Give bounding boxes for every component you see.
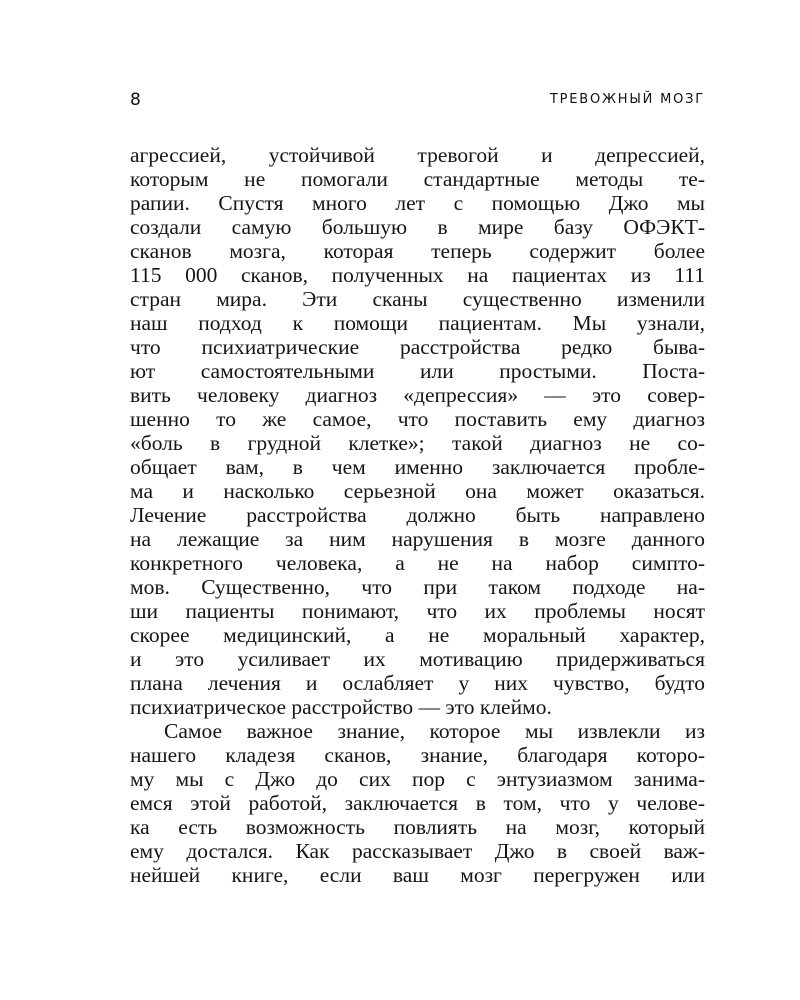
text-line: ма и насколько серьезной она может оказаться.	[130, 479, 705, 503]
text-line: общает вам, в чем именно заключается пробле-	[130, 455, 705, 479]
text-line: емся этой работой, заключается в том, что у челове-	[130, 791, 705, 815]
text-line: шенно то же самое, что поставить ему диагноз	[130, 407, 705, 431]
text-line: скорее медицинский, а не моральный характер,	[130, 623, 705, 647]
text-line: 115 000 сканов, полученных на пациентах из 111	[130, 263, 705, 287]
text-line: ют самостоятельными или простыми. Поста-	[130, 359, 705, 383]
text-line: конкретного человека, а не на набор симпто-	[130, 551, 705, 575]
text-line: Лечение расстройства должно быть направлено	[130, 503, 705, 527]
text-line: му мы с Джо до сих пор с энтузиазмом занима-	[130, 767, 705, 791]
text-line: которым не помогали стандартные методы те-	[130, 167, 705, 191]
page-header	[130, 90, 705, 114]
text-line: «боль в грудной клетке»; такой диагноз не со-	[130, 431, 705, 455]
text-line: и это усиливает их мотивацию придерживаться	[130, 647, 705, 671]
running-head: ТРЕВОЖНЫЙ МОЗГ	[549, 92, 705, 107]
text-line: плана лечения и ослабляет у них чувство, будто	[130, 671, 705, 695]
text-line: нашего кладезя сканов, знание, благодаря которо-	[130, 743, 705, 767]
text-line: Самое важное знание, которое мы извлекли из	[164, 719, 705, 743]
text-line: стран мира. Эти сканы существенно изменили	[130, 287, 705, 311]
text-line: рапии. Спустя много лет с помощью Джо мы	[130, 191, 705, 215]
text-line: агрессией, устойчивой тревогой и депрессией,	[130, 143, 705, 167]
text-line: что психиатрические расстройства редко быва-	[130, 335, 705, 359]
text-line: наш подход к помощи пациентам. Мы узнали,	[130, 311, 705, 335]
text-line: ка есть возможность повлиять на мозг, который	[130, 815, 705, 839]
text-line: вить человеку диагноз «депрессия» — это совер-	[130, 383, 705, 407]
text-line: мов. Существенно, что при таком подходе на-	[130, 575, 705, 599]
text-line: психиатрическое расстройство — это клеймо.	[130, 695, 552, 719]
text-line: сканов мозга, которая теперь содержит более	[130, 239, 705, 263]
text-line: ему достался. Как рассказывает Джо в своей важ-	[130, 839, 705, 863]
text-line: на лежащие за ним нарушения в мозге данного	[130, 527, 705, 551]
text-line: ши пациенты понимают, что их проблемы носят	[130, 599, 705, 623]
page-number: 8	[130, 90, 141, 110]
text-line: создали самую большую в мире базу ОФЭКТ-	[130, 215, 705, 239]
text-line: нейшей книге, если ваш мозг перегружен или	[130, 863, 705, 887]
